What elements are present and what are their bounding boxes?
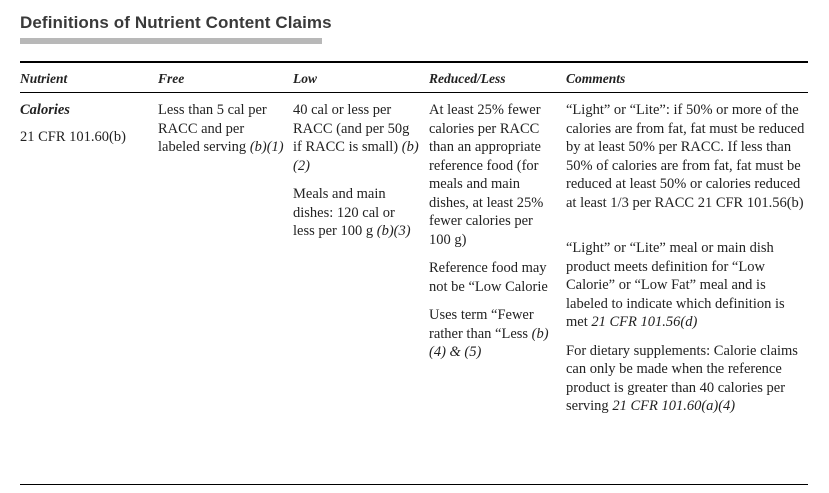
low-cell bbox=[293, 101, 419, 241]
comment-2 bbox=[566, 239, 806, 332]
comment-1: “Light” or “Lite”: if 50% or more of the calories are from fat, fat must be reduced by at least 50% per RACC. If less than 50% of calories are from fat, fat must be reduced at least 50% or calories reduced at least 1/3 per RACC 21 CFR 101.56(b) bbox=[566, 102, 805, 211]
header-free: Free bbox=[158, 71, 185, 86]
header-nutrient: Nutrient bbox=[20, 71, 68, 86]
comment-3-text: For dietary supplements: Calorie claims can only be made when the reference product is greater than 40 calories per serving bbox=[566, 342, 798, 414]
table-top-rule bbox=[20, 61, 808, 63]
low-p1-text: 40 cal or less per RACC (and per 50g if RACC is small) bbox=[293, 102, 410, 155]
reduced-definition-3 bbox=[429, 306, 557, 362]
low-p2-text: Meals and main dishes: 120 cal or less per 100 g bbox=[293, 186, 395, 239]
free-text: Less than 5 cal per RACC and per labeled serving bbox=[158, 102, 267, 155]
reduced-cell bbox=[429, 101, 557, 362]
free-ref: (b)(1) bbox=[249, 139, 284, 155]
nutrient-name: Calories bbox=[20, 102, 70, 118]
reduced-definition-1: At least 25% fewer calories per RACC than an appropriate reference food (for meals and main dishes, at least 25% fewer calories per 100 g) bbox=[429, 102, 544, 248]
comment-2-text: “Light” or “Lite” meal or main dish product meets definition for “Low Calorie” or “Low Fat” meal and is labeled to indicate which definition is met bbox=[566, 240, 785, 330]
low-p2-ref: (b)(3) bbox=[376, 223, 411, 239]
low-definition-2 bbox=[293, 185, 419, 241]
nutrient-cfr: 21 CFR 101.60(b) bbox=[20, 128, 126, 145]
title-underline bbox=[20, 38, 322, 44]
page-title: Definitions of Nutrient Content Claims bbox=[20, 13, 332, 32]
comment-2-ref: 21 CFR 101.56(d) bbox=[591, 314, 698, 330]
comment-3-ref: 21 CFR 101.60(a)(4) bbox=[612, 398, 736, 414]
reduced-p3-text: Uses term “Fewer rather than “Less bbox=[429, 307, 534, 342]
header-comments: Comments bbox=[566, 71, 626, 86]
reduced-p3-ref: (b)(4) & (5) bbox=[429, 325, 549, 360]
header-low: Low bbox=[293, 71, 318, 86]
free-cell bbox=[158, 101, 286, 157]
table-bottom-rule bbox=[20, 484, 808, 485]
comments-cell bbox=[566, 101, 806, 416]
table-header-rule bbox=[20, 92, 808, 93]
low-definition-1 bbox=[293, 101, 419, 175]
low-p1-ref: (b)(2) bbox=[293, 139, 419, 174]
header-reduced-less: Reduced/Less bbox=[429, 71, 506, 86]
free-definition bbox=[158, 101, 286, 157]
nutrient-cell bbox=[20, 101, 150, 146]
reduced-definition-2: Reference food may not be “Low Calorie bbox=[429, 260, 548, 295]
comment-3 bbox=[566, 342, 806, 416]
